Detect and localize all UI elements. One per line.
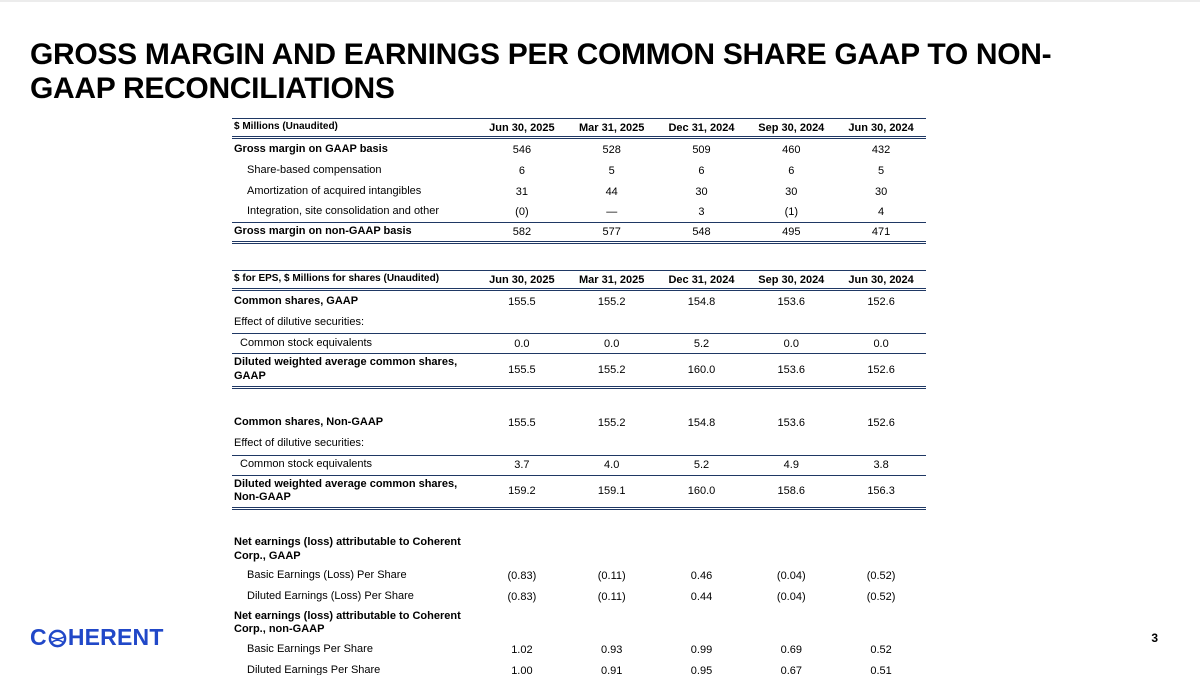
coherent-logo — [30, 624, 164, 651]
table-row — [232, 608, 926, 640]
cell-value: 155.5 — [508, 363, 536, 376]
cell-value: 6 — [698, 164, 705, 177]
cell-value: (0) — [515, 206, 529, 218]
table-row — [232, 455, 926, 476]
column-header: Sep 30, 2024 — [758, 273, 825, 286]
table-row — [232, 476, 926, 511]
cell-value: 155.2 — [597, 295, 626, 308]
cell-value: (0.83) — [507, 591, 537, 603]
cell-value: 159.2 — [508, 485, 536, 498]
cell-value: 4.9 — [783, 459, 799, 471]
table-row — [232, 181, 926, 202]
cell-value: 0.67 — [780, 664, 802, 675]
logo-text: HERENT — [67, 624, 164, 650]
cell-value: 3.8 — [873, 459, 889, 471]
cell-value: 153.6 — [777, 363, 806, 376]
row-label: Net earnings (loss) attributable to Coherent Corp., GAAP — [234, 536, 461, 562]
cell-value: (0.04) — [776, 591, 806, 603]
row-label: Diluted Earnings Per Share — [247, 663, 381, 675]
cell-value: — — [606, 206, 618, 218]
cell-value: 155.2 — [597, 417, 626, 429]
cell-value: 0.0 — [783, 337, 799, 350]
cell-value: (0.11) — [597, 591, 626, 603]
cell-value: 5.2 — [693, 459, 710, 471]
cell-value: 0.0 — [873, 337, 889, 350]
eps-table — [232, 270, 926, 675]
cell-value: 460 — [782, 143, 801, 156]
cell-value: (0.52) — [866, 570, 896, 582]
row-label: Common shares, GAAP — [234, 294, 359, 307]
cell-value: 155.5 — [508, 295, 536, 308]
cell-value: 582 — [512, 226, 532, 238]
cell-value: 30 — [874, 185, 888, 198]
cell-value: 156.3 — [867, 485, 895, 498]
table-row — [232, 534, 926, 566]
column-header: Jun 30, 2025 — [489, 121, 555, 134]
cell-value: 0.95 — [690, 664, 713, 675]
cell-value: 158.6 — [777, 485, 806, 498]
logo-letter-c: C — [30, 624, 47, 650]
table-row — [232, 566, 926, 587]
table-header-row — [232, 118, 926, 139]
cell-value: 155.2 — [597, 363, 626, 376]
cell-value: 44 — [605, 185, 618, 198]
cell-value: 154.8 — [687, 295, 716, 308]
cell-value: (0.04) — [776, 570, 806, 582]
table-row — [232, 434, 926, 455]
table-row — [232, 160, 926, 181]
cell-value: (0.83) — [507, 570, 537, 582]
cell-value: 6 — [518, 164, 525, 177]
table-row — [232, 639, 926, 660]
cell-value: 577 — [602, 226, 621, 238]
row-label: Share-based compensation — [247, 163, 382, 176]
cell-value: 4.0 — [604, 459, 620, 471]
cell-value: 5 — [608, 164, 615, 177]
cell-value: 0.99 — [690, 643, 713, 656]
column-header: Mar 31, 2025 — [578, 273, 645, 286]
cell-value: 154.8 — [687, 417, 716, 429]
page-number: 3 — [1151, 631, 1158, 645]
table-row — [232, 202, 926, 223]
row-label: Diluted weighted average common shares, Non-GAAP — [234, 477, 458, 504]
cell-value: 152.6 — [867, 417, 895, 429]
row-label: Basic Earnings Per Share — [247, 642, 373, 655]
cell-value: 0.44 — [690, 591, 713, 603]
cell-value: 4 — [878, 206, 885, 218]
cell-value: 160.0 — [687, 363, 716, 376]
column-header: Jun 30, 2025 — [489, 273, 555, 286]
row-label: Net earnings (loss) attributable to Coherent Corp., non-GAAP — [234, 609, 461, 636]
table-row — [232, 312, 926, 333]
column-header: Mar 31, 2025 — [578, 121, 645, 134]
cell-value: 5 — [878, 164, 885, 177]
globe-icon — [48, 629, 67, 648]
cell-value: 30 — [785, 185, 798, 198]
page-title: GROSS MARGIN AND EARNINGS PER COMMON SHARE GAAP TO NON-GAAP RECONCILIATIONS — [30, 38, 1052, 105]
row-label: Effect of dilutive securities: — [234, 437, 365, 450]
column-header: Jun 30, 2024 — [848, 273, 914, 286]
cell-value: 0.52 — [870, 643, 892, 656]
cell-value: 1.02 — [511, 643, 533, 656]
cell-value: 509 — [692, 143, 711, 156]
cell-value: 432 — [871, 143, 891, 156]
cell-value: (0.52) — [866, 591, 896, 603]
cell-value: 548 — [692, 226, 711, 238]
cell-value: 5.2 — [693, 337, 710, 350]
cell-value: 155.5 — [508, 417, 536, 429]
cell-value: 0.0 — [604, 337, 620, 350]
cell-value: 0.69 — [780, 643, 802, 656]
column-header: Dec 31, 2024 — [668, 273, 735, 286]
table-row — [232, 139, 926, 160]
table-row — [232, 660, 926, 675]
column-header: Dec 31, 2024 — [668, 121, 735, 134]
table-header-label: $ Millions (Unaudited) — [234, 121, 338, 133]
tables-area — [232, 118, 926, 675]
table-row — [232, 587, 926, 608]
table-gap — [232, 244, 926, 270]
cell-value: 546 — [512, 143, 532, 156]
row-label: Diluted Earnings (Loss) Per Share — [247, 590, 414, 603]
row-label: Common stock equivalents — [240, 458, 373, 471]
cell-value: 0.93 — [600, 643, 623, 656]
cell-value: 160.0 — [687, 485, 716, 498]
spacer-row — [232, 389, 926, 413]
cell-value: 0.91 — [600, 664, 623, 675]
table-row — [232, 354, 926, 389]
row-label: Gross margin on non-GAAP basis — [234, 225, 412, 238]
cell-value: 1.00 — [511, 664, 533, 675]
cell-value: 528 — [602, 143, 621, 156]
cell-value: 6 — [788, 164, 795, 177]
table-header-label: $ for EPS, $ Millions for shares (Unaudited) — [234, 273, 440, 285]
cell-value: 153.6 — [777, 295, 806, 308]
cell-value: 495 — [782, 226, 801, 238]
cell-value: (1) — [784, 206, 799, 218]
row-label: Integration, site consolidation and other — [247, 205, 440, 218]
table-row — [232, 291, 926, 312]
cell-value: 3 — [698, 206, 705, 218]
row-label: Basic Earnings (Loss) Per Share — [247, 569, 407, 582]
cell-value: 0.46 — [690, 570, 713, 582]
row-label: Common shares, Non-GAAP — [234, 416, 384, 429]
table-row — [232, 223, 926, 244]
cell-value: (0.11) — [597, 570, 626, 582]
table-header-row — [232, 270, 926, 291]
cell-value: 152.6 — [867, 363, 895, 376]
cell-value: 471 — [871, 226, 891, 238]
cell-value: 152.6 — [867, 295, 895, 308]
gross-margin-table — [232, 118, 926, 244]
column-header: Sep 30, 2024 — [758, 121, 825, 134]
row-label: Effect of dilutive securities: — [234, 315, 365, 328]
row-label: Diluted weighted average common shares, GAAP — [234, 356, 458, 382]
cell-value: 0.0 — [514, 337, 530, 350]
cell-value: 30 — [695, 185, 708, 198]
table-row — [232, 333, 926, 354]
row-label: Common stock equivalents — [240, 336, 373, 349]
cell-value: 159.1 — [597, 485, 626, 498]
cell-value: 0.51 — [870, 664, 892, 675]
row-label: Amortization of acquired intangibles — [247, 184, 422, 197]
cell-value: 153.6 — [777, 417, 806, 429]
column-header: Jun 30, 2024 — [848, 121, 914, 134]
spacer-row — [232, 510, 926, 534]
top-edge-strip — [0, 0, 1200, 2]
cell-value: 31 — [515, 185, 529, 198]
cell-value: 3.7 — [514, 459, 530, 471]
table-row — [232, 413, 926, 434]
row-label: Gross margin on GAAP basis — [234, 142, 388, 155]
